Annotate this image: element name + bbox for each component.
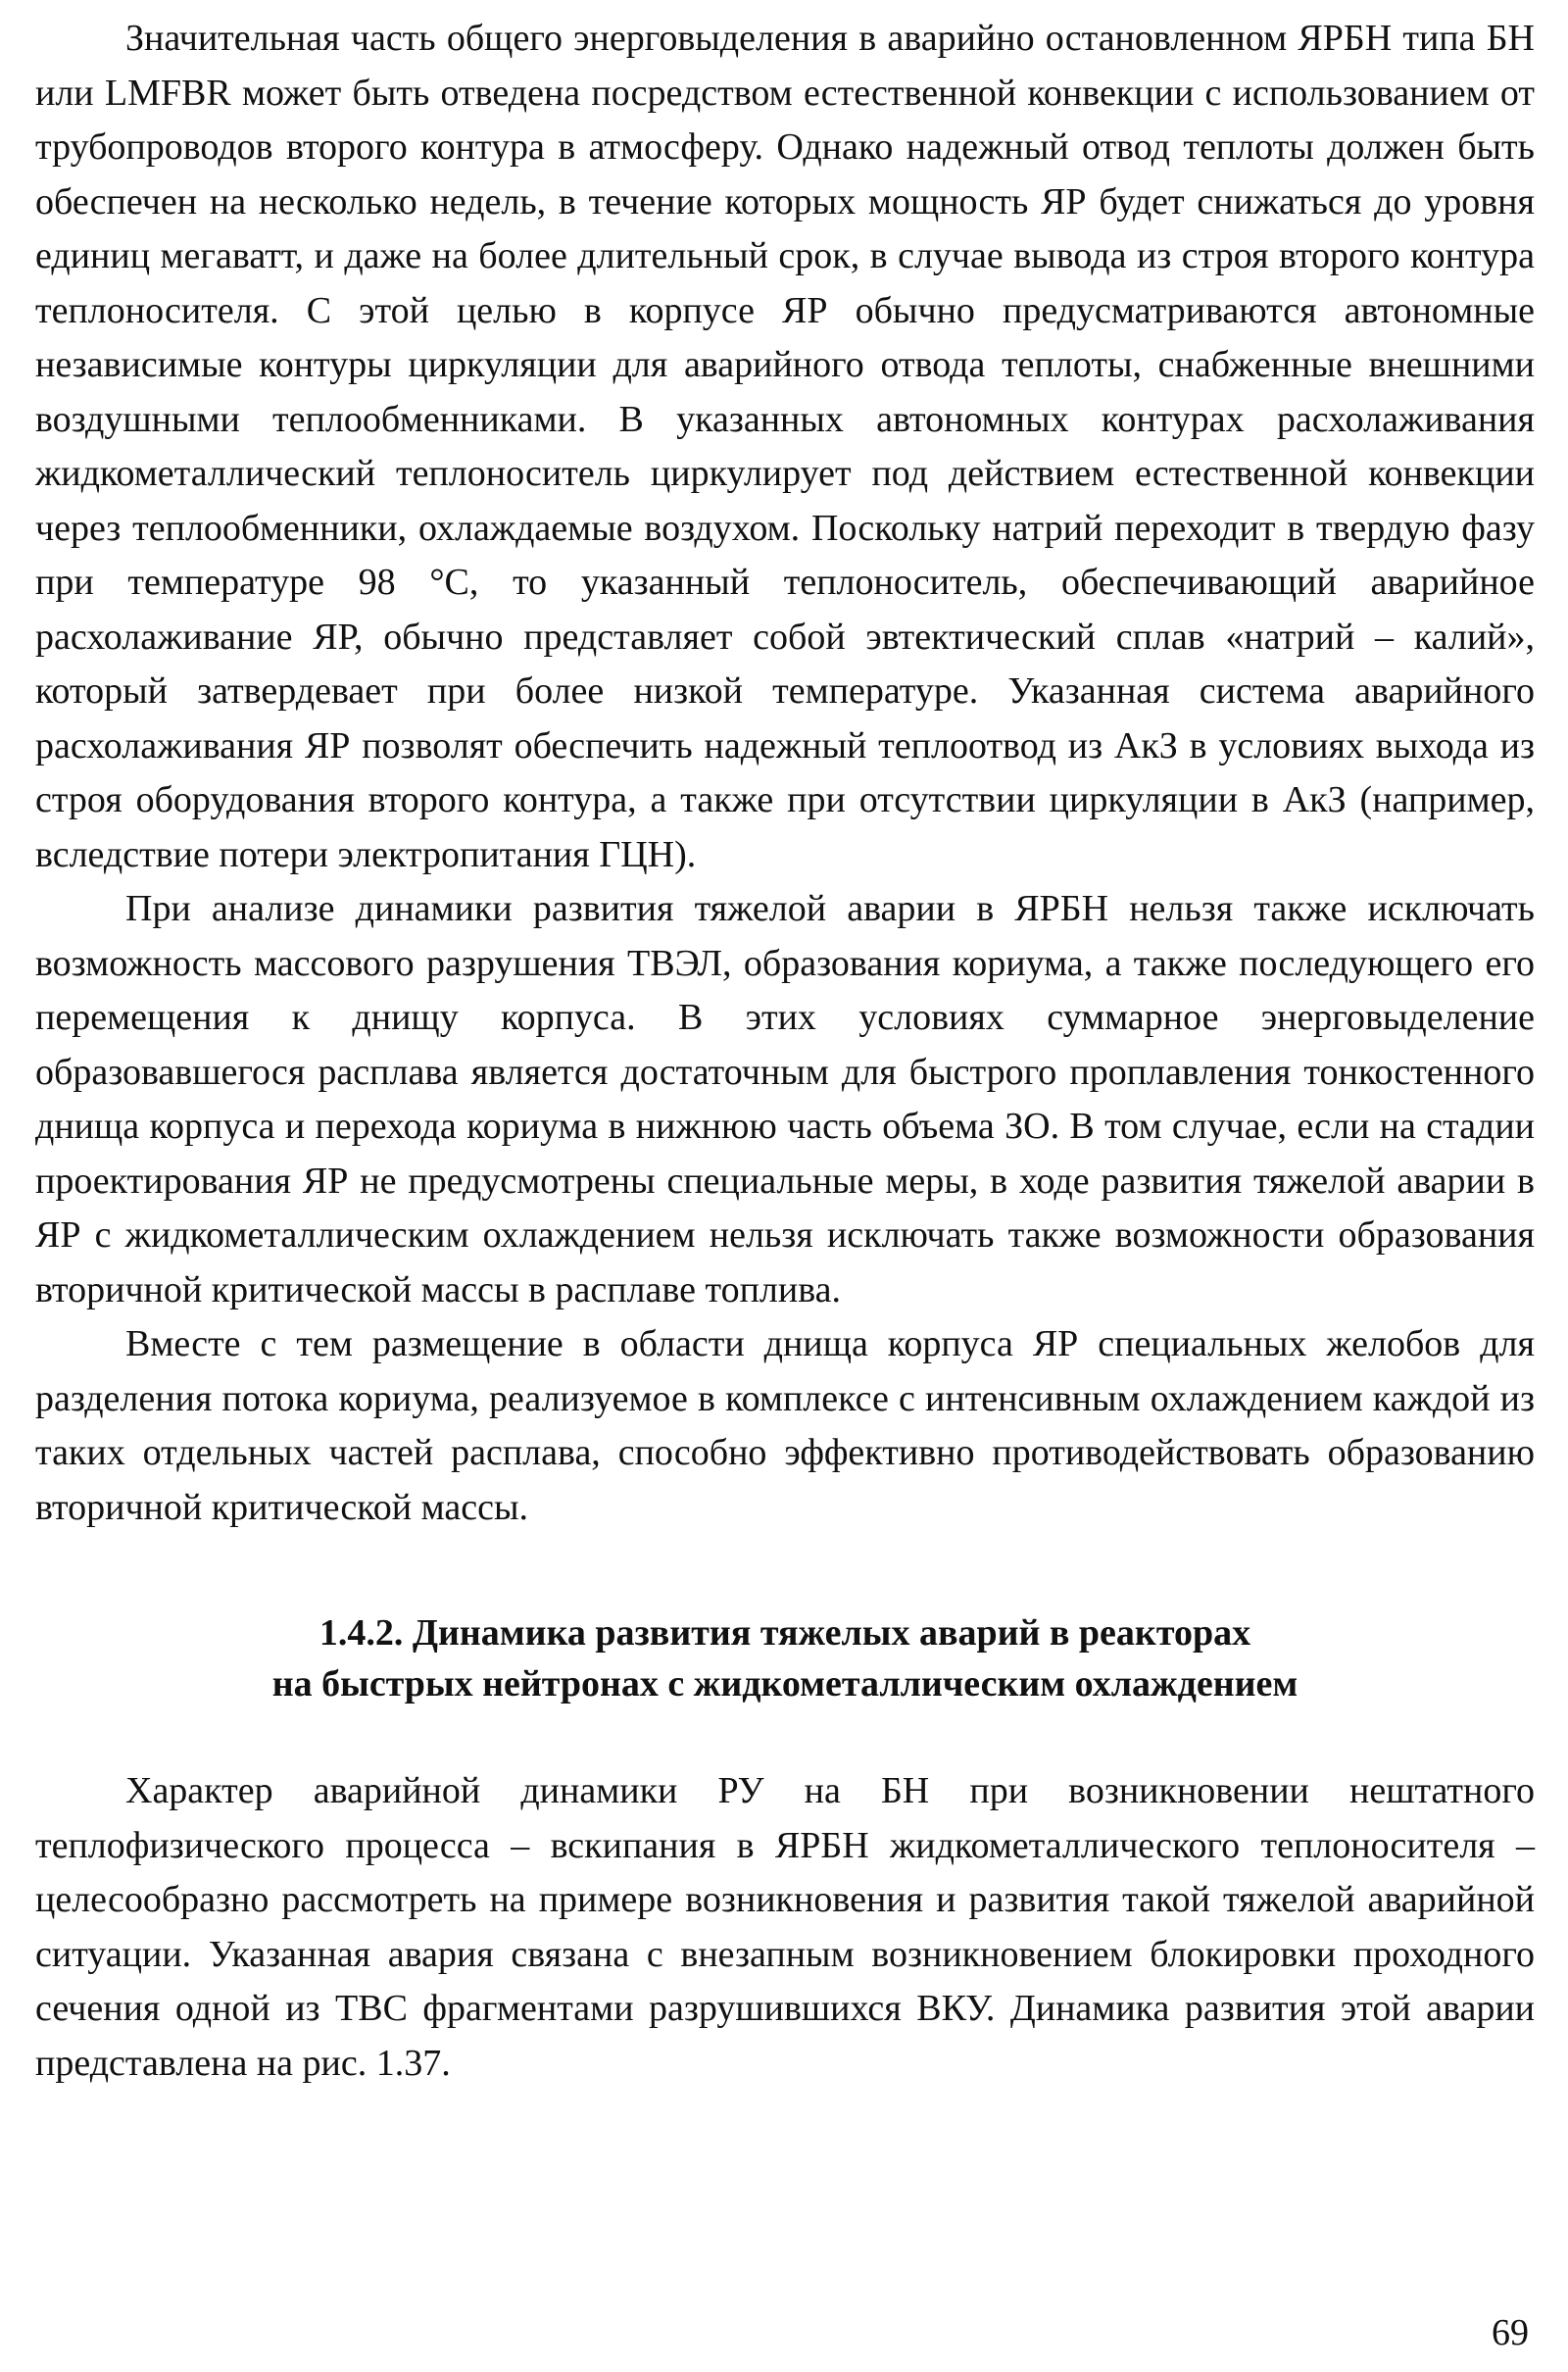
paragraph-emergency-cooling: Значительная часть общего энерговыделения в аварийно остановленном ЯРБН типа БН или LMFBR может быть отведена посредством естественной конвекции с использованием от трубопроводов второго контура в атмосферу. Однако надежный отвод теплоты должен быть обеспечен на несколько недель, в течение которых мощность ЯР будет снижаться до уровня единиц мегаватт, и даже на более длительный срок, в случае вывода из строя второго контура теплоносителя. С этой целью в корпусе ЯР обычно предусматриваются автономные независимые контуры циркуляции для аварийного отвода теплоты, снабженные внешними воздушными теплообменниками. В указанных автономных контурах расхолаживания жидкометаллический теплоноситель циркулирует под действием естественной конвекции через теплообменники, охлаждаемые воздухом. Поскольку натрий переходит в твердую фазу при температуре 98 °С, то указанный теплоноситель, обеспечивающий аварийное расхолаживание ЯР, обычно представляет собой эвтектический сплав «натрий – калий», который затвердевает при более низкой температуре. Указанная система аварийного расхолаживания ЯР позволят обеспечить надежный теплоотвод из АкЗ в условиях выхода из строя оборудования второго контура, а также при отсутствии циркуляции в АкЗ (например, вследствие потери электропитания ГЦН).	[35, 18, 1535, 875]
page-content	[35, 12, 1535, 2091]
paragraph-corium-grooves: Вместе с тем размещение в области днища корпуса ЯР специальных желобов для разделения потока кориума, реализуемое в комплексе с интенсивным охлаждением каждой из таких отдельных частей расплава, способно эффективно противодействовать образованию вторичной критической массы.	[35, 1323, 1535, 1528]
section-heading	[35, 1607, 1535, 1709]
paragraph-accident-dynamics: Характер аварийной динамики РУ на БН при возникновении нештатного теплофизического процесса – вскипания в ЯРБН жидкометаллического теплоносителя – целесообразно рассмотреть на примере возникновения и развития такой тяжелой аварийной ситуации. Указанная авария связана с внезапным возникновением блокировки проходного сечения одной из ТВС фрагментами разрушившихся ВКУ. Динамика развития этой аварии представлена на рис. 1.37.	[35, 1770, 1535, 2084]
section-heading-line-2: на быстрых нейтронах с жидкометаллическим охлаждением	[271, 1663, 1298, 1705]
section-heading-line-1: 1.4.2. Динамика развития тяжелых аварий в реакторах	[318, 1612, 1251, 1654]
paragraph-severe-accident-analysis: При анализе динамики развития тяжелой аварии в ЯРБН нельзя также исключать возможность массового разрушения ТВЭЛ, образования кориума, а также последующего его перемещения к днищу корпуса. В этих условиях суммарное энерговыделение образовавшегося расплава является достаточным для быстрого проплавления тонкостенного днища корпуса и перехода кориума в нижнюю часть объема ЗО. В том случае, если на стадии проектирования ЯР не предусмотрены специальные меры, в ходе развития тяжелой аварии в ЯР с жидкометаллическим охлаждением нельзя исключать также возможности образования вторичной критической массы в расплаве топлива.	[35, 888, 1535, 1310]
page-number: 69	[1492, 2312, 1529, 2353]
